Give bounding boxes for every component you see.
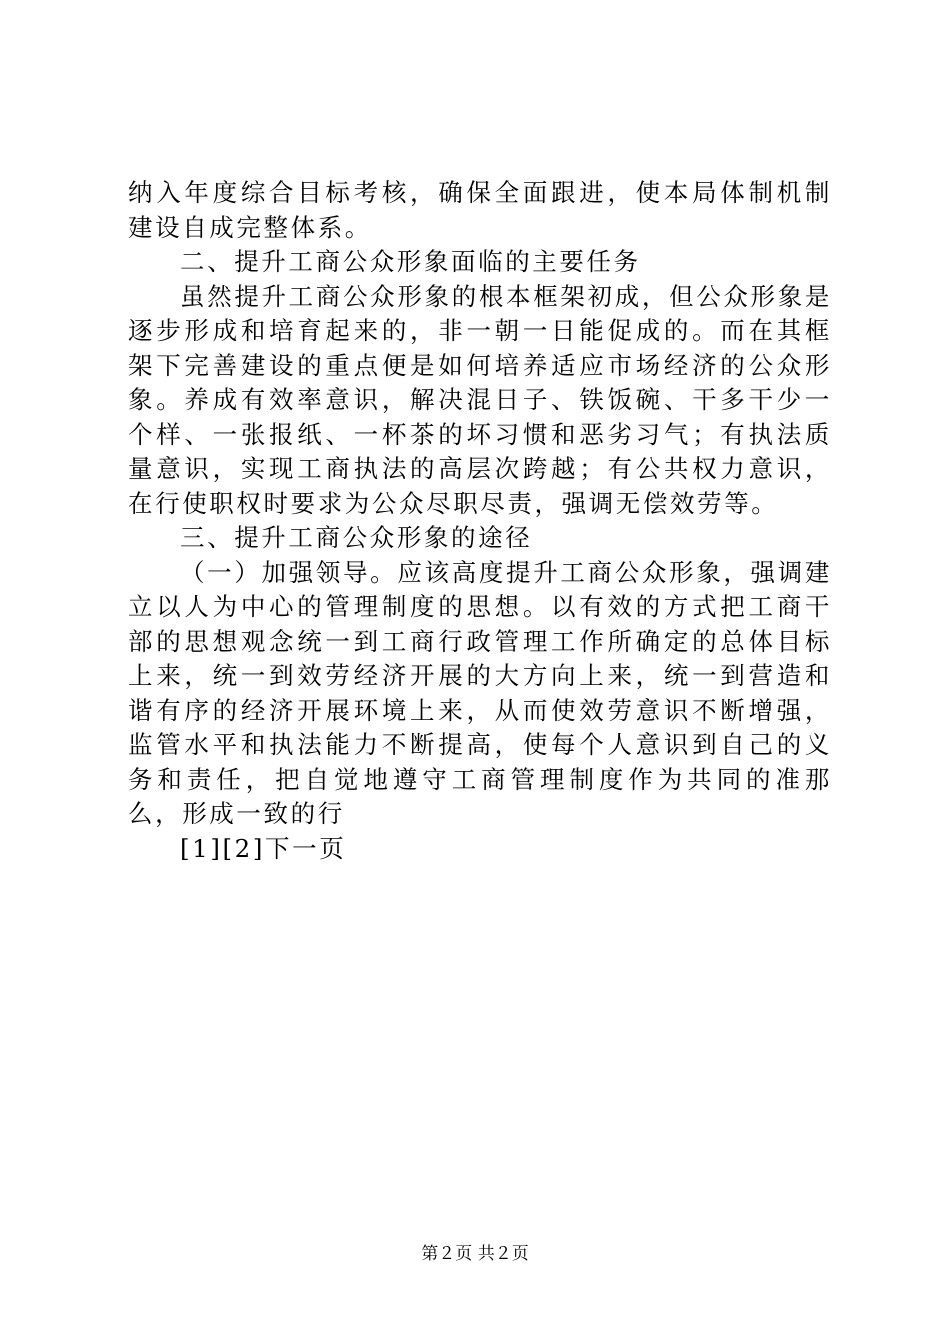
pagination-links[interactable]: [1][2]下一页 xyxy=(180,833,347,863)
paragraph-continuation: 纳入年度综合目标考核，确保全面跟进，使本局体制机制建设自成完整体系。 xyxy=(128,178,832,242)
document-body xyxy=(128,176,832,866)
section-heading-3: 三、提升工商公众形象的途径 xyxy=(180,523,533,552)
paragraph-leadership: （一）加强领导。应该高度提升工商公众形象，强调建立以人为中心的管理制度的思想。以有效的方式把工商干部的思想观念统一到工商行政管理工作所确定的总体目标上来，统一到效劳经济开展的大方向上来，统一到营造和谐有序的经济开展环境上来，从而使效劳意识不断增强，监管水平和执法能力不断提高，使每个人意识到自己的义务和责任，把自觉地遵守工商管理制度作为共同的准那么，形成一致的行 xyxy=(128,557,832,828)
section-heading-2: 二、提升工商公众形象面临的主要任务 xyxy=(180,247,641,276)
page-footer: 第２页 共２页 xyxy=(421,1244,529,1264)
paragraph-main-tasks: 虽然提升工商公众形象的根本框架初成，但公众形象是逐步形成和培育起来的，非一朝一日能促成的。而在其框架下完善建设的重点便是如何培养适应市场经济的公众形象。养成有效率意识，解决混日子、铁饭碗、干多干少一个样、一张报纸、一杯茶的坏习惯和恶劣习气；有执法质量意识，实现工商执法的高层次跨越；有公共权力意识，在行使职权时要求为公众尽职尽责，强调无偿效劳等。 xyxy=(128,281,832,518)
